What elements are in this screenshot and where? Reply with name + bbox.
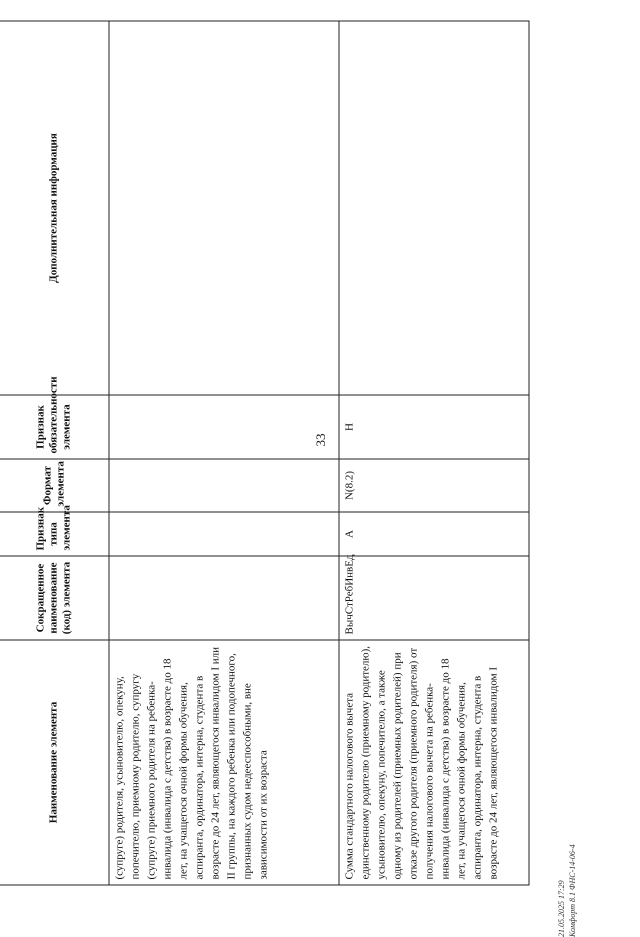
cell-code: ВычСтРебИнвЕд xyxy=(339,556,529,640)
cell-format xyxy=(109,459,339,512)
cell-type: А xyxy=(339,512,529,556)
page-number: 33 xyxy=(313,433,328,447)
cell-type xyxy=(109,512,339,556)
header-type: Признак типа элемента xyxy=(0,512,109,556)
table-row xyxy=(339,21,529,885)
cell-name: (супруге) родителя, усыновителю, опекуну, попечителю, приемному родителю, супругу (супруге) приемного родителя на ребенка-инвалида (инвалида с детства) в возрасте до 18 лет, на учащегося очной формы обучения, аспиранта, ординатора, интерна, студента в возрасте до 24 лет, являющегося инвалидом I или II группы, на каждого ребенка или подопечного, признанных судом недееспособными, вне зависимости от их возраста xyxy=(109,640,339,885)
elements-table xyxy=(0,21,530,886)
cell-name: Сумма стандартного налогового вычета единственному родителю (приемному родителю), усыновителю, опекуну, попечителю, а также одному из родителей (приемных родителей) при отказе другого родителя (приемного родителя) от получения налогового вычета на ребенка-инвалида (инвалида с детства) в возрасте до 18 лет, на учащегося очной формы обучения, аспиранта, ординатора, интерна, студента в возрасте до 24 лет, являющегося инвалидом I xyxy=(339,640,529,885)
cell-required: Н xyxy=(339,395,529,459)
header-name: Наименование элемента xyxy=(0,640,109,885)
cell-required xyxy=(109,395,339,459)
cell-code xyxy=(109,556,339,640)
cell-format: N(8.2) xyxy=(339,459,529,512)
stamp-system: Комфорт 8.1 ФНС-14-06-4 xyxy=(568,844,577,937)
header-required: Признак обязательности элемента xyxy=(0,395,109,459)
table-row xyxy=(109,21,339,885)
table-header-row xyxy=(0,21,109,885)
rotated-table-container xyxy=(0,21,529,886)
document-stamp xyxy=(556,687,590,937)
stamp-date: 21.05.2025 17:29 xyxy=(557,880,566,937)
header-info: Дополнительная информация xyxy=(0,21,109,395)
cell-info xyxy=(339,21,529,395)
header-code: Сокращенное наименование (код) элемента xyxy=(0,556,109,640)
cell-info xyxy=(109,21,339,395)
header-format: Формат элемента xyxy=(0,459,109,512)
